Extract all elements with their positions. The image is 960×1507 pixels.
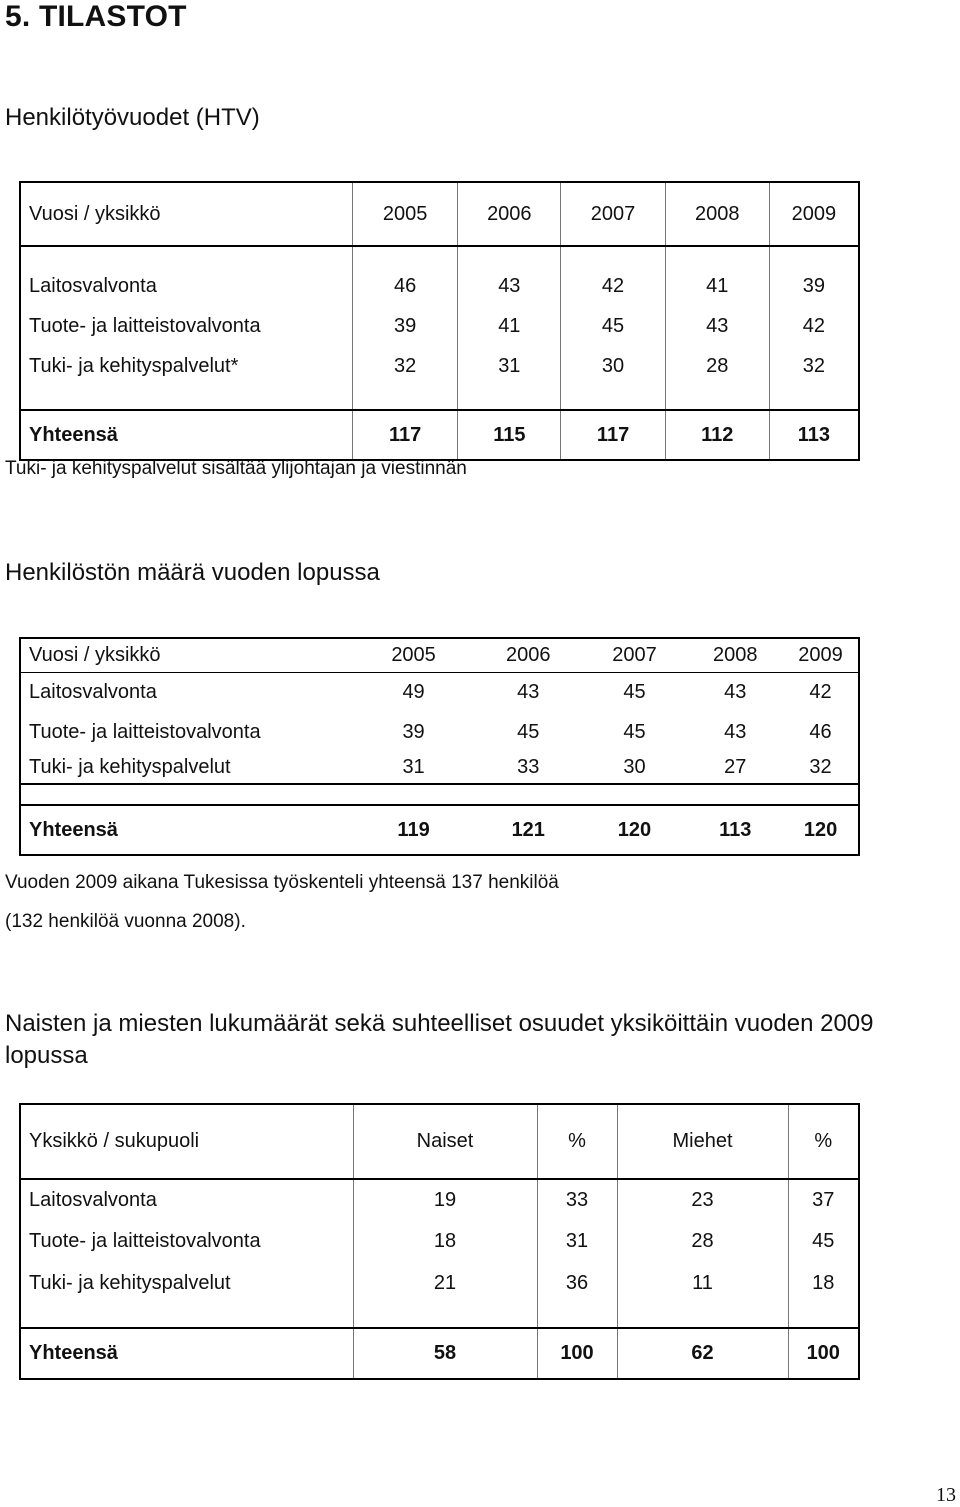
total-label: Yhteensä: [29, 818, 118, 841]
total-row: [20, 1328, 859, 1379]
total-cell: 113: [719, 818, 752, 841]
cell: 39: [352, 306, 458, 346]
total-cell: 117: [352, 410, 458, 460]
cell: 45: [623, 680, 646, 703]
htv-table: [19, 181, 860, 461]
row-label: Tuki- ja kehityspalvelut: [20, 752, 352, 784]
total-cell: 119: [397, 818, 430, 841]
cell: 43: [517, 680, 540, 703]
page-number: 13: [936, 1484, 956, 1506]
header-cell: 2009: [783, 638, 859, 672]
total-row: [20, 805, 859, 855]
table-row: [20, 266, 859, 306]
row-label: Tuote- ja laitteistovalvonta: [29, 1229, 261, 1252]
htv-footnote: Tuki- ja kehityspalvelut sisältää ylijohtajan ja viestinnän: [5, 458, 467, 479]
cell: 33: [475, 752, 582, 784]
cell: 33: [537, 1179, 617, 1221]
cell: 32: [783, 752, 859, 784]
total-cell: 120: [617, 818, 652, 841]
table-row: [20, 1261, 859, 1305]
table-row: [20, 1221, 859, 1261]
cell: 42: [561, 266, 666, 306]
header-cell: Vuosi / yksikkö: [20, 182, 352, 246]
row-label: Tuki- ja kehityspalvelut: [29, 1271, 231, 1294]
total-cell: 58: [353, 1328, 537, 1379]
header-cell: 2008: [665, 182, 769, 246]
table-row: [20, 1179, 859, 1221]
cell: 27: [687, 752, 783, 784]
row-label: Tuote- ja laitteistovalvonta: [29, 720, 261, 743]
cell: 45: [517, 720, 540, 743]
cell: 49: [402, 680, 425, 703]
cell: 41: [665, 266, 769, 306]
headcount-note-line1: Vuoden 2009 aikana Tukesissa työskenteli yhteensä 137 henkilöä: [5, 872, 559, 893]
cell: 30: [561, 346, 666, 386]
table-header-row: [20, 1104, 859, 1179]
cell: 46: [809, 720, 832, 743]
cell: 36: [537, 1261, 617, 1305]
table-row: [20, 306, 859, 346]
header-cell: 2007: [561, 182, 666, 246]
header-cell: Yksikkö / sukupuoli: [20, 1104, 353, 1179]
cell: 43: [724, 720, 747, 743]
total-cell: 117: [561, 410, 666, 460]
cell: 39: [769, 266, 859, 306]
cell: 23: [617, 1179, 788, 1221]
table-row: [20, 346, 859, 386]
total-cell: 121: [511, 818, 545, 841]
row-label: Tuki- ja kehityspalvelut*: [29, 354, 239, 377]
total-cell: 120: [803, 818, 838, 841]
cell: 32: [769, 346, 859, 386]
row-label: Laitosvalvonta: [29, 680, 157, 703]
cell: 42: [769, 306, 859, 346]
total-cell: 113: [769, 410, 859, 460]
cell: 31: [537, 1221, 617, 1261]
header-cell: 2009: [769, 182, 859, 246]
cell: 45: [561, 306, 666, 346]
header-cell: 2006: [458, 182, 561, 246]
total-cell: 100: [788, 1328, 859, 1379]
total-row: [20, 410, 859, 460]
total-cell: 100: [537, 1328, 617, 1379]
cell: 28: [617, 1221, 788, 1261]
row-label: Laitosvalvonta: [29, 1189, 157, 1211]
headcount-note-line2: (132 henkilöä vuonna 2008).: [5, 911, 246, 932]
cell: 31: [458, 346, 561, 386]
gender-table: [19, 1103, 860, 1380]
total-cell: 62: [617, 1328, 788, 1379]
cell: 18: [353, 1221, 537, 1261]
cell: 19: [353, 1179, 537, 1221]
header-cell: 2005: [352, 638, 475, 672]
cell: 37: [788, 1179, 859, 1221]
total-cell: 112: [665, 410, 769, 460]
cell: 42: [809, 680, 832, 703]
cell: 43: [665, 306, 769, 346]
header-cell: 2005: [352, 182, 458, 246]
cell: 41: [458, 306, 561, 346]
cell: 32: [352, 346, 458, 386]
cell: 46: [352, 266, 458, 306]
page-heading: 5. TILASTOT: [5, 0, 187, 33]
cell: 21: [353, 1261, 537, 1305]
header-cell: Vuosi / yksikkö: [20, 638, 352, 672]
header-cell: 2007: [582, 638, 688, 672]
cell: 45: [788, 1221, 859, 1261]
cell: 45: [623, 720, 646, 743]
cell: 11: [617, 1261, 788, 1305]
total-label: Yhteensä: [20, 1328, 353, 1379]
section-title-htv: Henkilötyövuodet (HTV): [5, 104, 260, 131]
headcount-table: [19, 637, 860, 856]
table-header-row: [20, 638, 859, 672]
cell: 39: [402, 720, 425, 743]
cell: 30: [582, 752, 688, 784]
table-row: [20, 712, 859, 752]
total-label: Yhteensä: [20, 410, 352, 460]
section-title-gender: Naisten ja miesten lukumäärät sekä suhteelliset osuudet yksiköittäin vuoden 2009 lopussa: [5, 1010, 874, 1069]
header-cell: %: [788, 1104, 859, 1179]
cell: 28: [665, 346, 769, 386]
header-cell: Naiset: [353, 1104, 537, 1179]
header-cell: %: [537, 1104, 617, 1179]
header-cell: 2006: [475, 638, 582, 672]
cell: 43: [724, 680, 747, 703]
table-row: [20, 672, 859, 712]
total-cell: 115: [458, 410, 561, 460]
section-title-headcount: Henkilöstön määrä vuoden lopussa: [5, 559, 380, 586]
table-row: [20, 752, 859, 784]
row-label: Tuote- ja laitteistovalvonta: [29, 314, 261, 337]
table-header-row: [20, 182, 859, 246]
header-cell: Miehet: [617, 1104, 788, 1179]
row-label: Laitosvalvonta: [29, 274, 157, 297]
cell: 43: [458, 266, 561, 306]
cell: 31: [352, 752, 475, 784]
cell: 18: [788, 1261, 859, 1305]
header-cell: 2008: [687, 638, 783, 672]
